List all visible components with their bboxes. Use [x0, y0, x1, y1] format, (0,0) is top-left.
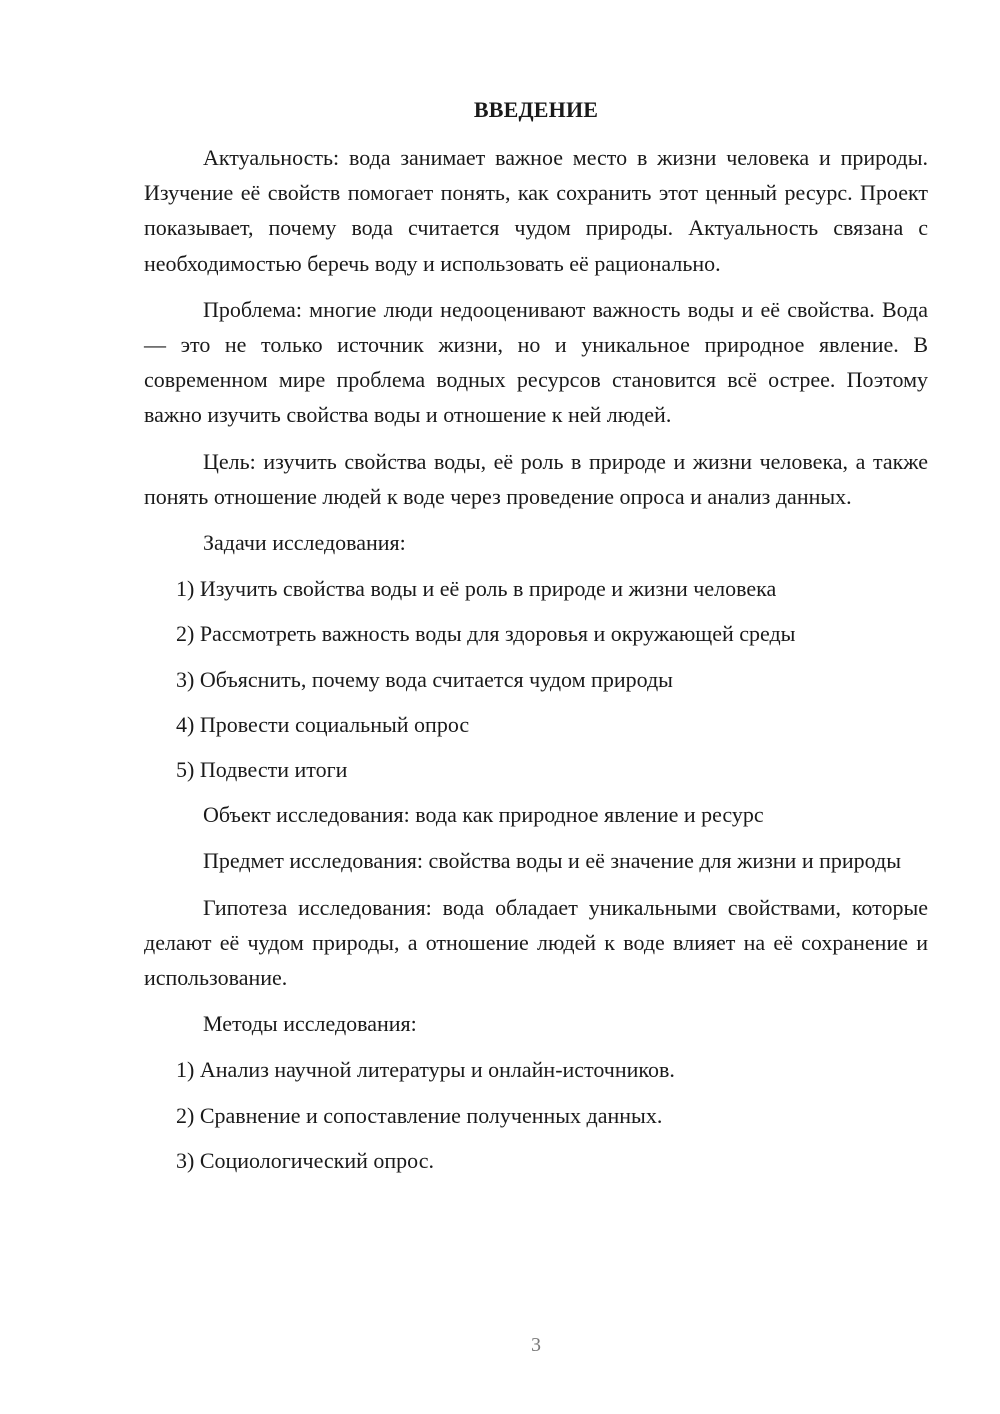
section-heading: ВВЕДЕНИЕ [473, 97, 599, 122]
task-item: 3) Объяснить, почему вода считается чудом природы [176, 666, 673, 692]
method-item: 3) Социологический опрос. [176, 1147, 434, 1173]
method-item: 1) Анализ научной литературы и онлайн-источников. [176, 1057, 675, 1083]
page-content [144, 94, 928, 1188]
methods-list [144, 1052, 928, 1178]
page-number: 3 [531, 1334, 541, 1356]
goal-paragraph: Цель: изучить свойства воды, её роль в природе и жизни человека, а также понять отношение людей к воде через проведение опроса и анализ данных. [144, 448, 928, 509]
task-item: 1) Изучить свойства воды и её роль в природе и жизни человека [176, 576, 777, 602]
tasks-list [144, 571, 928, 787]
object-paragraph: Объект исследования: вода как природное явление и ресурс [203, 802, 764, 828]
subject-paragraph: Предмет исследования: свойства воды и её значение для жизни и природы [203, 848, 901, 874]
method-item: 2) Сравнение и сопоставление полученных данных. [176, 1102, 663, 1128]
task-item: 4) Провести социальный опрос [176, 711, 470, 737]
hypothesis-paragraph: Гипотеза исследования: вода обладает уникальными свойствами, которые делают её чудом природы, а отношение людей к воде влияет на её сохранение и использование. [144, 894, 928, 991]
problem-paragraph: Проблема: многие люди недооценивают важность воды и её свойства. Вода — это не только источник жизни, но и уникальное природное явление. В современном мире проблема водных ресурсов становится всё острее. Поэтому важно изучить свойства воды и отношение к ней людей. [144, 296, 928, 428]
task-item: 2) Рассмотреть важность воды для здоровья и окружающей среды [176, 621, 796, 647]
tasks-label: Задачи исследования: [203, 530, 406, 556]
methods-label: Методы исследования: [203, 1011, 417, 1037]
task-item: 5) Подвести итоги [176, 757, 348, 783]
relevance-paragraph: Актуальность: вода занимает важное место в жизни человека и природы. Изучение её свойств помогает понять, как сохранить этот ценный ресурс. Проект показывает, почему вода считается чудом природы. Актуальность связана с необходимостью беречь воду и использовать её рационально. [144, 145, 928, 276]
